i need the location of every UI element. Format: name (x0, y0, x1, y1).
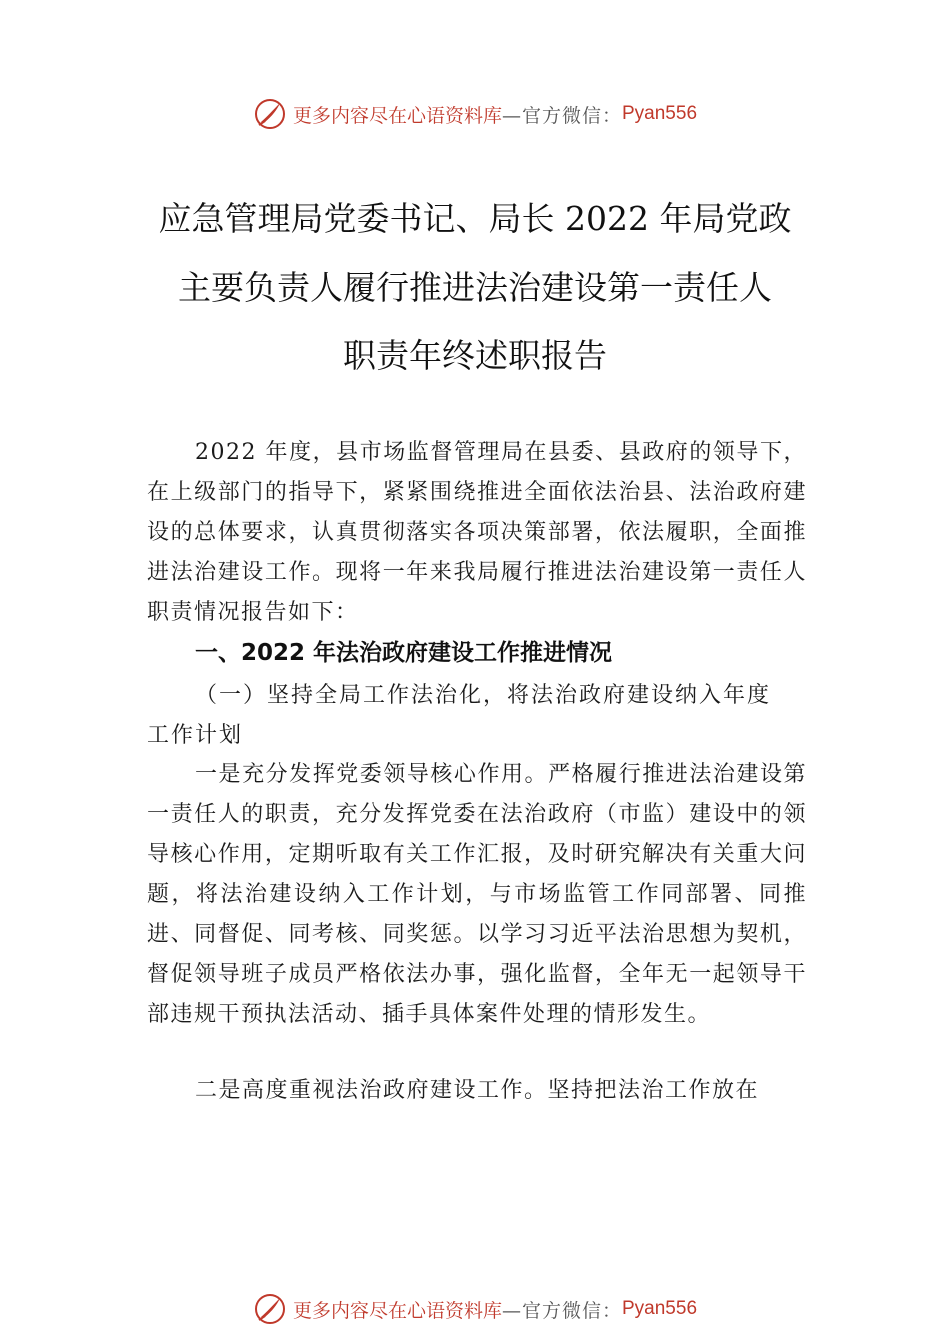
section-heading: 一、2022 年法治政府建设工作推进情况 (195, 640, 613, 666)
quill-logo-icon (253, 97, 287, 131)
quill-logo-icon (253, 1292, 287, 1326)
banner-wechat-id: Pyan556 (622, 103, 698, 124)
document-title-line-1: 应急管理局党委书记、局长 2022 年局党政 (158, 199, 792, 238)
document-title-line-3: 职责年终述职报告 (343, 336, 607, 375)
banner-wechat-label: —官方微信： (501, 104, 622, 127)
document-title-line-2: 主要负责人履行推进法治建设第一责任人 (178, 268, 772, 307)
body-paragraph-1: 一是充分发挥党委领导核心作用。严格履行推进法治建设第一责任人的职责，充分发挥党委在法治政府（市监）建设中的领导核心作用，定期听取有关工作汇报，及时研究解决有关重大问题，将法治建设纳入工作计划，与市场监管工作同部署、同推进、同督促、同考核、同奖惩。以学习习近平法治思想为契机，督促领导班子成员严格依法办事，强化监督，全年无一起领导干部违规干预执法活动、插手具体案件处理的情形发生。 (147, 762, 807, 1027)
subsection-heading: （一）坚持全局工作法治化，将法治政府建设纳入年度工作计划 (147, 683, 772, 748)
intro-paragraph: 2022 年度，县市场监督管理局在县委、县政府的领导下，在上级部门的指导下，紧紧围绕推进全面依法治县、法治政府建设的总体要求，认真贯彻落实各项决策部署，依法履职，全面推进法治建设工作。现将一年来我局履行推进法治建设第一责任人职责情况报告如下： (147, 440, 807, 625)
footer-watermark-banner (0, 1289, 950, 1329)
banner-wechat-id: Pyan556 (622, 1298, 698, 1319)
body-paragraph-2: 二是高度重视法治政府建设工作。坚持把法治工作放在 (195, 1078, 760, 1103)
banner-slogan: 更多内容尽在心语资料库 (292, 1299, 502, 1322)
banner-slogan: 更多内容尽在心语资料库 (292, 104, 502, 127)
header-watermark-banner (0, 94, 950, 134)
banner-wechat-label: —官方微信： (501, 1299, 622, 1322)
